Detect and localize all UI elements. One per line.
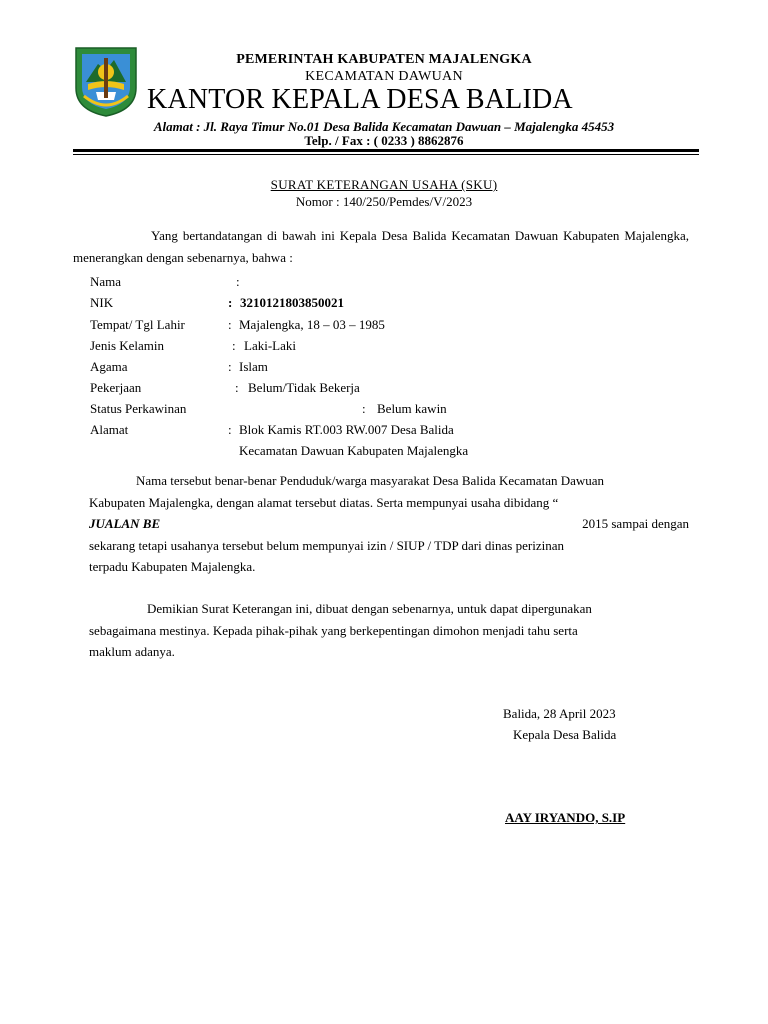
district-name: KECAMATAN DAWUAN — [305, 69, 463, 84]
closing-line: Demikian Surat Keterangan ini, dibuat dengan sebenarnya, untuk dapat dipergunakan — [147, 601, 592, 616]
header-rule-thick — [73, 149, 699, 152]
field-sep: : — [228, 295, 233, 310]
closing-line: sebagaimana mestinya. Kepada pihak-pihak yang berkepentingan dimohon menjadi tahu serta — [89, 622, 578, 638]
field-label: Tempat/ Tgl Lahir — [90, 317, 185, 332]
office-name — [147, 84, 573, 116]
office-name-text: KANTOR KEPALA DESA BALIDA — [147, 84, 573, 115]
field-label: Alamat — [90, 422, 129, 437]
field-sep: : — [232, 338, 236, 353]
header-rule-thin — [73, 154, 699, 155]
body-line: terpadu Kabupaten Majalengka. — [89, 559, 256, 574]
letter-number: Nomor : 140/250/Pemdes/V/2023 — [295, 194, 473, 209]
field-value: Islam — [239, 359, 268, 374]
field-label: Status Perkawinan — [90, 401, 187, 416]
government-name: PEMERINTAH KABUPATEN MAJALENGKA — [236, 52, 532, 67]
field-value: Belum kawin — [377, 401, 447, 416]
field-value: Belum/Tidak Bekerja — [248, 380, 360, 395]
field-label: NIK — [90, 295, 114, 310]
field-label: Nama — [90, 274, 122, 289]
body-paragraph — [89, 470, 689, 578]
body-line: sekarang tetapi usahanya tersebut belum mempunyai izin / SIUP / TDP dari dinas perizinan — [89, 537, 564, 553]
closing-line: maklum adanya. — [89, 644, 175, 659]
signer-title: Kepala Desa Balida — [513, 727, 617, 742]
letter-title: SURAT KETERANGAN USAHA (SKU) — [270, 177, 498, 192]
field-value: Laki-Laki — [244, 338, 296, 353]
body-line: Kabupaten Majalengka, dengan alamat tersebut diatas. Serta mempunyai usaha dibidang “ — [89, 494, 559, 510]
field-row-address-line2 — [239, 443, 468, 459]
field-label: Agama — [90, 359, 128, 374]
field-sep: : — [228, 317, 232, 332]
field-sep: : — [235, 380, 239, 395]
field-value: Majalengka, 18 – 03 – 1985 — [239, 317, 385, 332]
signer-name: AAY IRYANDO, S.IP — [505, 810, 626, 825]
field-sep: : — [228, 359, 232, 374]
body-line: Nama tersebut benar-benar Penduduk/warga masyarakat Desa Balida Kecamatan Dawuan — [136, 473, 605, 488]
closing-paragraph — [89, 598, 689, 663]
field-sep: : — [362, 401, 366, 416]
office-phone: Telp. / Fax : ( 0233 ) 8862876 — [304, 133, 464, 148]
field-value: Blok Kamis RT.003 RW.007 Desa Balida — [239, 422, 454, 437]
place-date: Balida, 28 April 2023 — [503, 706, 616, 721]
field-value: 3210121803850021 — [240, 295, 344, 310]
business-field-text: JUALAN BE — [89, 516, 161, 531]
office-address: Alamat : Jl. Raya Timur No.01 Desa Balida Kecamatan Dawuan – Majalengka 45453 — [153, 119, 615, 134]
field-sep: : — [236, 274, 240, 289]
field-label: Pekerjaan — [90, 380, 142, 395]
field-sep: : — [228, 422, 232, 437]
body-line — [89, 513, 689, 535]
business-since-text: 2015 sampai dengan — [582, 516, 689, 531]
field-label: Jenis Kelamin — [90, 338, 165, 353]
opening-paragraph: Yang bertandatangan di bawah ini Kepala Desa Balida Kecamatan Dawuan Kabupaten Majalengka, menerangkan dengan sebenarnya, bahwa : — [73, 228, 689, 265]
field-value: Kecamatan Dawuan Kabupaten Majalengka — [239, 443, 469, 458]
